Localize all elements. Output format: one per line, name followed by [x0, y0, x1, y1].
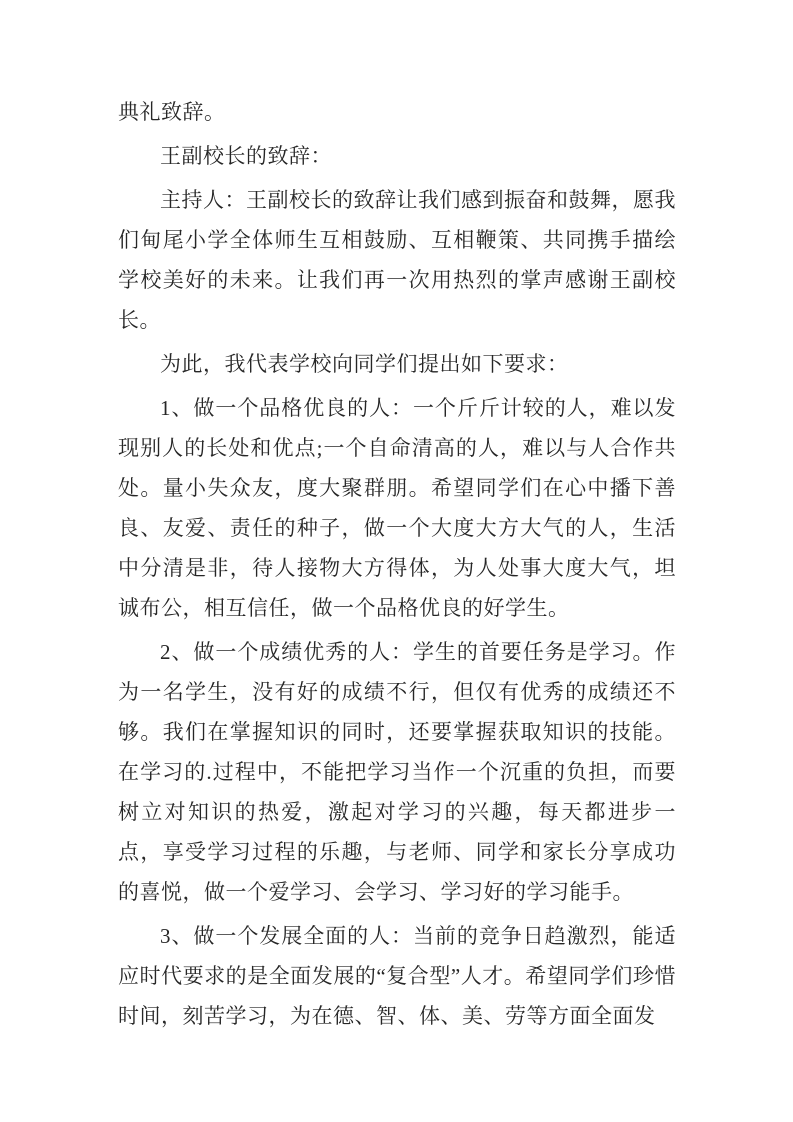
paragraph-ceremony-speech-continuation: 典礼致辞。 — [118, 100, 226, 124]
paragraph-requirement-2-good-grades: 2、做一个成绩优秀的人：学生的首要任务是学习。作为一名学生，没有好的成绩不行，但仅有优秀的成绩还不够。我们在掌握知识的同时，还要掌握获取知识的技能。在学习的.过程中，不能把学习当作一个沉重的负担，而要树立对知识的热爱，激起对学习的兴趣，每天都进步一点，享受学习过程的乐趣，与老师、同学和家长分享成功的喜悦，做一个爱学习、会学习、学习好的学习能手。 — [118, 640, 676, 904]
paragraph-requirement-1-good-character: 1、做一个品格优良的人：一个斤斤计较的人，难以发现别人的长处和优点;一个自命清高的人，难以与人合作共处。量小失众友，度大聚群朋。希望同学们在心中播下善良、友爱、责任的种子，做一个大度大方大气的人，生活中分清是非，待人接物大方得体，为人处事大度大气，坦诚布公，相互信任，做一个品格优良的好学生。 — [118, 396, 676, 620]
paragraph-host-remarks: 主持人：王副校长的致辞让我们感到振奋和鼓舞，愿我们甸尾小学全体师生互相鼓励、互相鞭策、共同携手描绘学校美好的未来。让我们再一次用热烈的掌声感谢王副校长。 — [118, 188, 676, 332]
paragraph-requirements-intro: 为此，我代表学校向同学们提出如下要求： — [160, 352, 569, 376]
paragraph-vice-principal-speech-label: 王副校长的致辞： — [160, 144, 332, 168]
paragraph-requirement-3-all-round-development: 3、做一个发展全面的人：当前的竞争日趋激烈，能适应时代要求的是全面发展的“复合型”人才。希望同学们珍惜时间，刻苦学习，为在德、智、体、美、劳等方面全面发 — [118, 924, 676, 1028]
